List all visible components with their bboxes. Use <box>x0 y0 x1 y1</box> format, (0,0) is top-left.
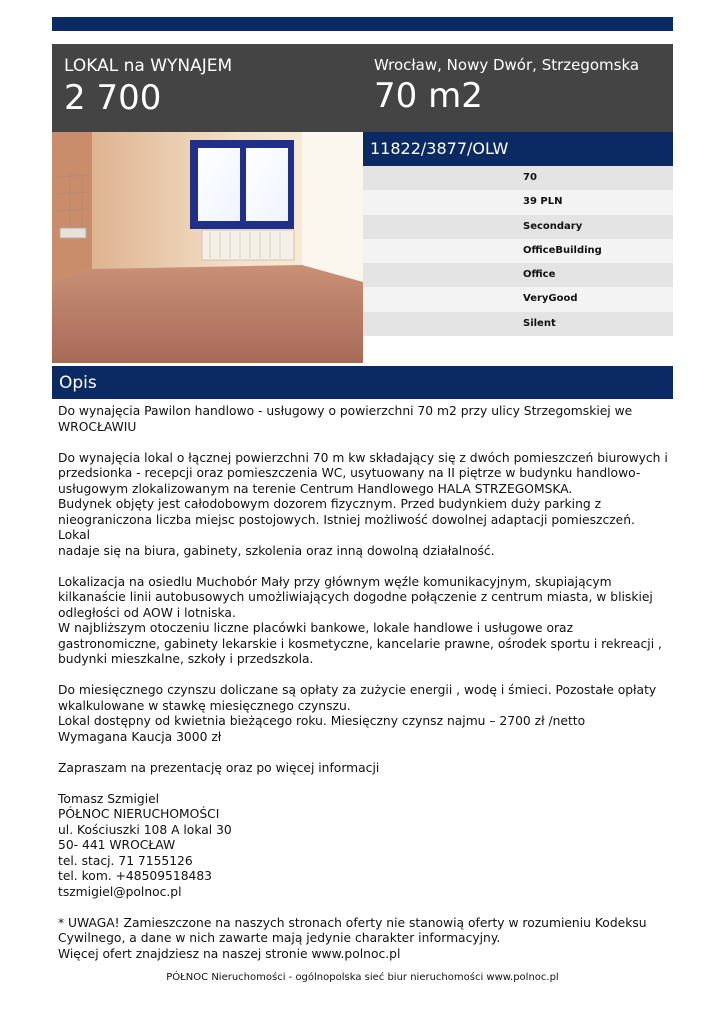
description-paragraph: Do miesięcznego czynszu doliczane są opłaty za zużycie energii , wodę i śmieci. Pozostałe opłaty wkalkulowane w stawkę miesięcznego czynszu. Lokal dostępny od kwietnia bieżącego roku. Miesięczny czynsz najmu – 2700 zł /netto Wymagana Kaucja 3000 zł <box>58 683 657 744</box>
param-value: Silent <box>523 317 556 329</box>
param-value: Office <box>523 269 556 281</box>
reference-id-bar <box>363 132 673 166</box>
param-value: Secondary <box>523 220 583 232</box>
top-accent-bar <box>52 17 673 31</box>
param-row <box>363 166 673 190</box>
header-right <box>374 56 639 116</box>
reference-id: 11822/3877/OLW <box>370 139 509 158</box>
description-paragraph: Do wynajęcia Pawilon handlowo - usługowy o powierzchni 70 m2 przy ulicy Strzegomskiej we WROCŁAWIU <box>58 404 633 434</box>
param-row <box>363 190 673 214</box>
disclaimer-paragraph: * UWAGA! Zamieszczone na naszych stronach oferty nie stanowią oferty w rozumieniu Kodeksu Cywilnego, a dane w nich zawarte mają jedynie charakter informacyjny. Więcej ofert znajdziesz na naszej stronie www.polnoc.pl <box>58 915 647 961</box>
param-row <box>363 263 673 287</box>
param-row <box>363 287 673 311</box>
listing-type: LOKAL na WYNAJEM <box>64 56 233 76</box>
description-paragraph: Lokalizacja na osiedlu Muchobór Mały przy głównym węźle komunikacyjnym, skupiającym kilkanaście linii autobusowych umożliwiających dogodne połączenie z centrum miasta, w bliskiej odległości od AOW i lotniska. W najbliższym otoczeniu liczne placówki bankowe, lokale handlowe i usługowe oraz gastronomiczne, gabinety lekarskie i kosmetyczne, kancelarie prawne, ośrodek sportu i rekreacji , budynki mieszkalne, szkoły i przedszkola. <box>58 574 662 666</box>
page-footer: PÓŁNOC Nieruchomości - ogólnopolska sieć biur nieruchomości www.polnoc.pl <box>166 972 559 983</box>
param-row <box>363 239 673 263</box>
header-left <box>64 56 232 118</box>
description-paragraph: Zapraszam na prezentację oraz po więcej informacji <box>58 760 380 775</box>
param-value: OfficeBuilding <box>523 244 602 256</box>
param-value: 70 <box>523 172 537 183</box>
param-row <box>363 215 673 239</box>
description-text <box>58 404 670 962</box>
listing-price: 2 700 <box>64 78 162 118</box>
listing-location: Wrocław, Nowy Dwór, Strzegomska <box>374 56 640 74</box>
property-photo <box>52 132 363 363</box>
description-section-header <box>52 366 673 399</box>
listing-area: 70 m2 <box>374 76 483 116</box>
contact-block: Tomasz Szmigiel PÓŁNOC NIERUCHOMOŚCI ul. Kościuszki 108 A lokal 30 50- 441 WROCŁAW tel. stacj. 71 7155126 tel. kom. +48509518483 tszmigiel@polnoc.pl <box>58 791 232 899</box>
section-title: Opis <box>59 373 97 393</box>
param-value: 39 PLN <box>523 196 563 208</box>
param-value: VeryGood <box>523 293 578 305</box>
description-paragraph: Do wynajęcia lokal o łącznej powierzchni 70 m kw składający się z dwóch pomieszczeń biurowych i przedsionka - recepcji oraz pomieszczenia WC, usytuowany na II piętrze w budynku handlowo- usługowym zlokalizowanym na terenie Centrum Handlowego HALA STRZEGOMSKA. Budynek objęty jest całodobowym dozorem fizycznym. Przed budynkiem duży parking z nieograniczona liczba miejsc postojowych. Istniej możliwość dowolnej adaptacji pomieszczeń. Lokal nadaje się na biura, gabinety, szkolenia oraz inną dowolną działalność. <box>58 450 668 558</box>
param-row <box>363 312 673 336</box>
params-table <box>363 166 673 336</box>
listing-header <box>52 44 673 132</box>
